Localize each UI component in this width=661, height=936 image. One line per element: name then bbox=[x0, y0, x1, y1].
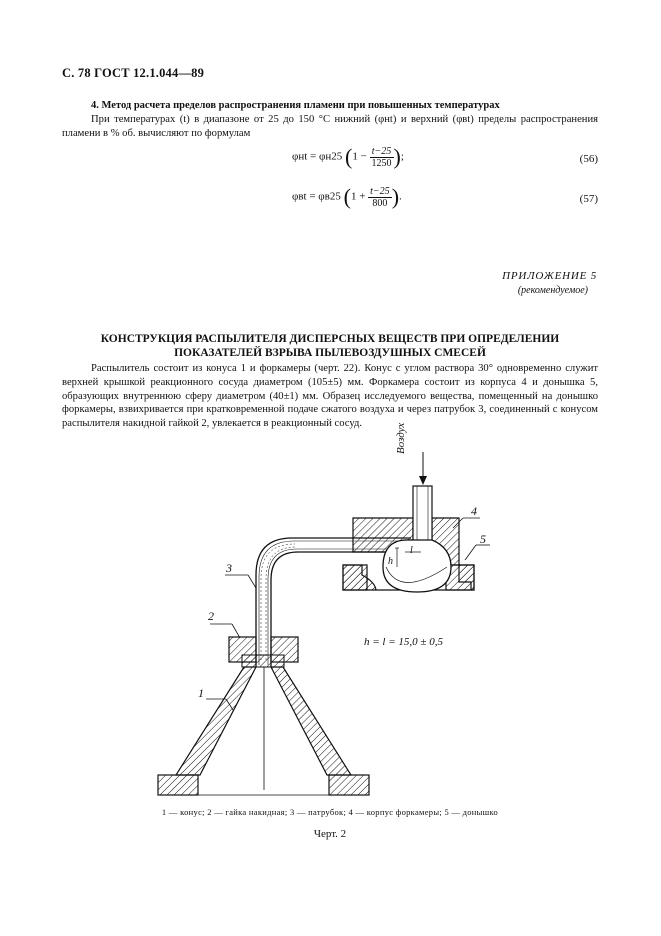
paragraph-formulas-intro: При температурах (t) в диапазоне от 25 до 150 °С нижний (φнt) и верхний (φвt) пределы распространения пламени в % об. вычисляют по формулам bbox=[62, 114, 598, 139]
formula-56: φнt = φн25 (1 − $\frac{t-25}{1250}$ ); bbox=[292, 144, 404, 169]
formula-57-tail: . bbox=[399, 190, 402, 203]
figure-label: Черт. 2 bbox=[313, 828, 347, 840]
formula-56-paren: 1 − bbox=[352, 150, 367, 163]
air-inlet-tube bbox=[413, 486, 432, 541]
formula-57-denominator: 800 bbox=[372, 197, 388, 209]
formula-57-numerator: t−25 bbox=[370, 185, 390, 197]
cone-left-flange bbox=[158, 775, 198, 795]
air-label: Воздух bbox=[395, 422, 407, 454]
appendix-note: (рекомендуемое) bbox=[517, 285, 588, 296]
section-title: 4. Метод расчета пределов распространения пламени при повышенных температурах bbox=[91, 100, 500, 111]
cone-left-wall bbox=[176, 667, 256, 775]
inner-sphere bbox=[383, 540, 451, 592]
figure-caption: 1 — конус; 2 — гайка накидная; 3 — патрубок; 4 — корпус форкамеры; 5 — донышко bbox=[161, 807, 499, 817]
dimension-note: h = l = 15,0 ± 0,5 bbox=[364, 636, 443, 648]
label-nut: 2 bbox=[208, 609, 214, 623]
h-label: h bbox=[388, 556, 393, 567]
appendix-label: ПРИЛОЖЕНИЕ 5 bbox=[502, 270, 597, 282]
formula-57-paren: 1 + bbox=[350, 190, 366, 203]
label-pipe: 3 bbox=[226, 561, 232, 575]
paragraph-description: Распылитель состоит из конуса 1 и форкамеры (черт. 22). Конус с углом раствора 30° одновременно служит верхней крышкой реакционного сосуда диаметром (105±5) мм. Форкамера состоит из корпуса 4 и донышка 5, образующих внутреннюю сферу диаметром (40±1) мм. Образец исследуемого вещества, помещенный на донышко форкамеры, взвихривается при кратковременной подаче сжатого воздуха и через патрубок 3, соединенный с конусом распылителя накидной гайкой 2, увлекается в реакционный сосуд. bbox=[62, 363, 598, 430]
label-cone: 1 bbox=[198, 686, 204, 700]
cone-right-flange bbox=[329, 775, 369, 795]
cone-right-wall bbox=[271, 667, 351, 775]
l-label: l bbox=[410, 545, 413, 556]
formula-56-denominator: 1250 bbox=[371, 157, 392, 169]
formula-57: φвt = φв25 (1 + $\frac{t-25}{800}$ ). bbox=[292, 184, 402, 209]
formula-57-number: (57) bbox=[579, 193, 598, 205]
label-bottom: 5 bbox=[480, 532, 486, 546]
label-body: 4 bbox=[471, 504, 477, 518]
formula-56-tail: ; bbox=[400, 150, 404, 163]
formula-56-number: (56) bbox=[579, 153, 598, 165]
document-title: КОНСТРУКЦИЯ РАСПЫЛИТЕЛЯ ДИСПЕРСНЫХ ВЕЩЕСТВ ПРИ ОПРЕДЕЛЕНИИ ПОКАЗАТЕЛЕЙ ВЗРЫВА ПЫЛЕВОЗДУШНЫХ СМЕСЕЙ bbox=[100, 333, 560, 359]
formula-57-lhs: φвt = φв25 bbox=[292, 190, 341, 203]
page-header: С. 78 ГОСТ 12.1.044—89 bbox=[62, 66, 205, 80]
formula-56-lhs: φнt = φн25 bbox=[292, 150, 343, 163]
formula-56-numerator: t−25 bbox=[370, 146, 394, 158]
